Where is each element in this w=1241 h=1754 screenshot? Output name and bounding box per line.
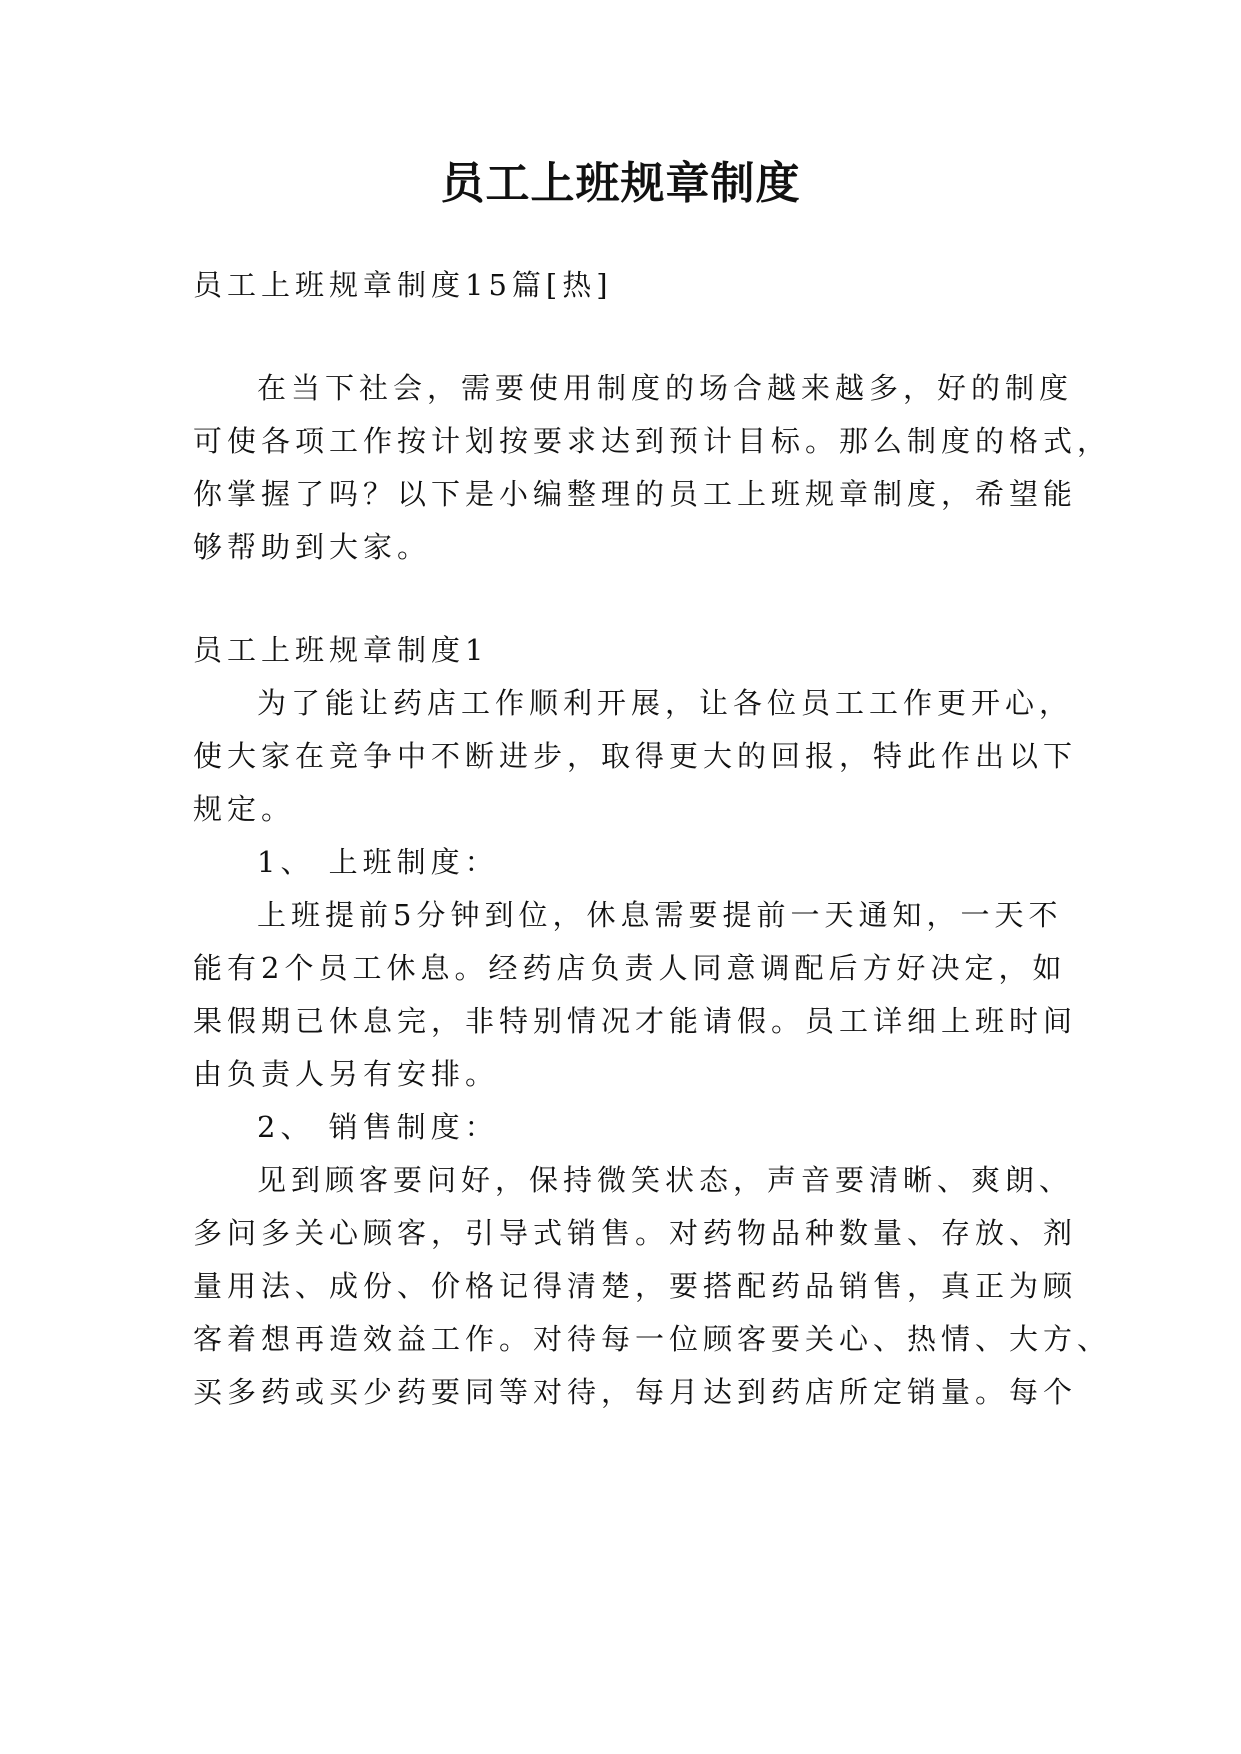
section1-heading: 员工上班规章制度1 [193, 633, 489, 667]
intro-line-4: 够帮助到大家。 [193, 530, 432, 564]
item2-line-1: 见到顾客要问好，保持微笑状态，声音要清晰、爽朗、 [257, 1163, 1074, 1197]
intro-line-1: 在当下社会，需要使用制度的场合越来越多，好的制度 [257, 371, 1074, 405]
item1-heading: 1、 上班制度： [257, 845, 499, 879]
item2-line-5: 买多药或买少药要同等对待，每月达到药店所定销量。每个 [193, 1375, 1078, 1409]
item2-line-3: 量用法、成份、价格记得清楚，要搭配药品销售，真正为顾 [193, 1269, 1078, 1303]
intro-line-3: 你掌握了吗？以下是小编整理的员工上班规章制度，希望能 [193, 477, 1078, 511]
item1-line-4: 由负责人另有安排。 [193, 1057, 500, 1091]
intro-line-2: 可使各项工作按计划按要求达到预计目标。那么制度的格式， [193, 424, 1112, 458]
item1-line-2: 能有2个员工休息。经药店负责人同意调配后方好决定，如 [193, 951, 1067, 985]
document-title: 员工上班规章制度 [440, 158, 801, 209]
section1-intro-line-2: 使大家在竞争中不断进步，取得更大的回报，特此作出以下 [193, 739, 1078, 773]
item2-line-4: 客着想再造效益工作。对待每一位顾客要关心、热情、大方、 [193, 1322, 1112, 1356]
section1-intro-line-3: 规定。 [193, 792, 296, 826]
section1-intro-line-1: 为了能让药店工作顺利开展，让各位员工工作更开心， [257, 686, 1074, 720]
item1-line-1: 上班提前5分钟到位，休息需要提前一天通知，一天不 [257, 898, 1063, 932]
item2-heading: 2、 销售制度： [257, 1110, 499, 1144]
document-subtitle: 员工上班规章制度15篇[热] [193, 268, 613, 302]
item1-line-3: 果假期已休息完，非特别情况才能请假。员工详细上班时间 [193, 1004, 1078, 1038]
item2-line-2: 多问多关心顾客，引导式销售。对药物品种数量、存放、剂 [193, 1216, 1078, 1250]
